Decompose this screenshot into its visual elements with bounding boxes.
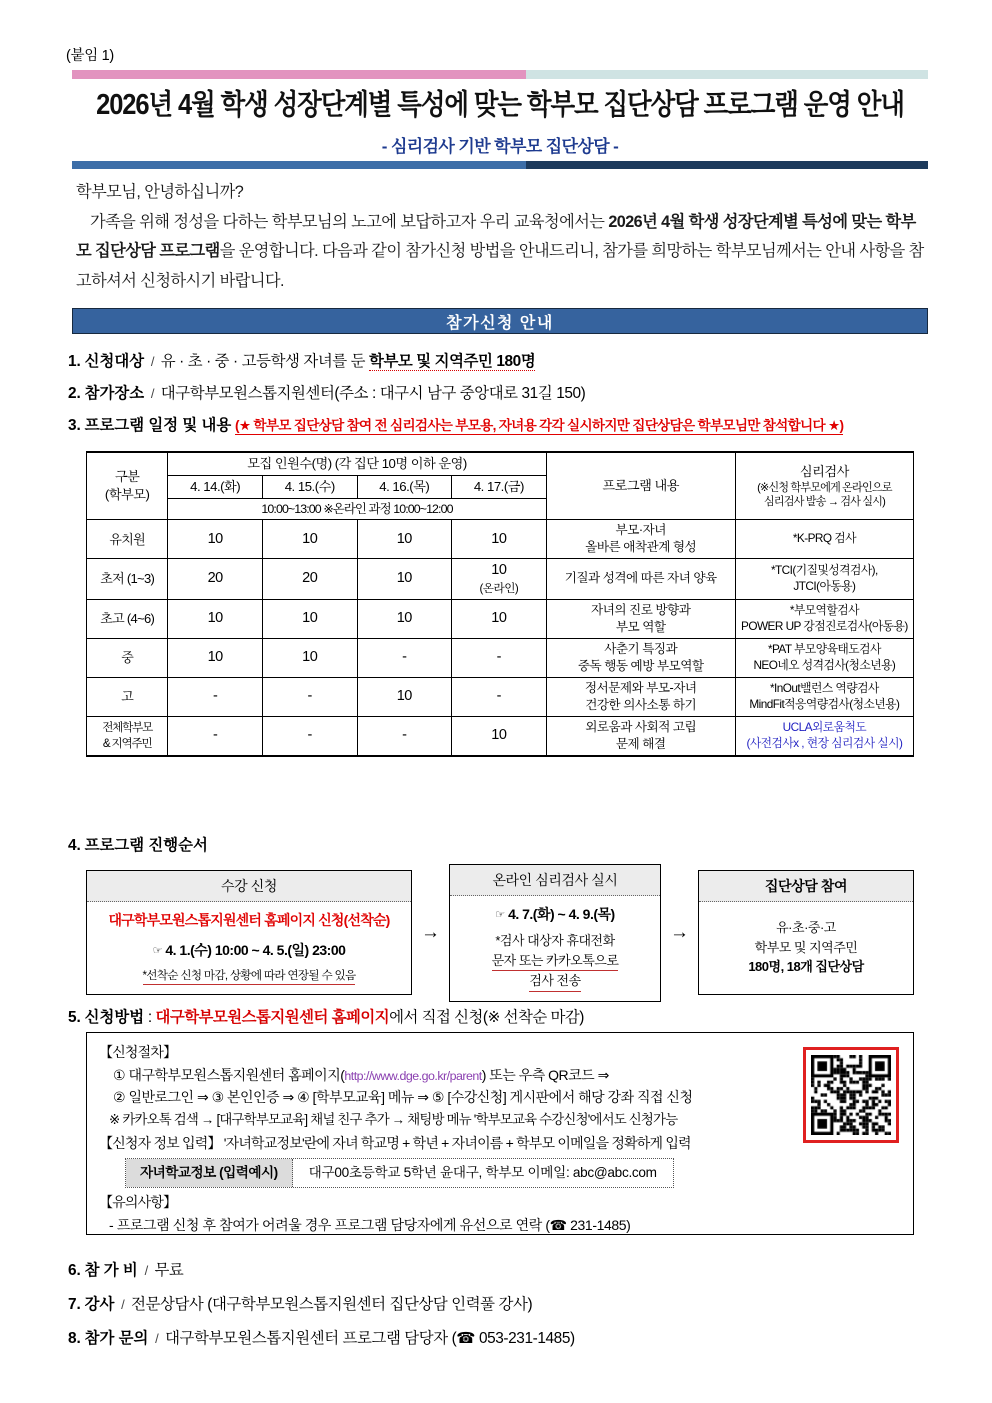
item5-sep: :: [147, 1009, 156, 1026]
list-item-how-to-apply: [68, 1005, 584, 1027]
item5-label: 신청방법: [84, 1009, 145, 1026]
flow-arrow-1: →: [421, 921, 440, 943]
apply-notice-text: - 프로그램 신청 후 참여가 어려울 경우 프로그램 담당자에게 유선으로 연락 (☎ 231-1485): [109, 1217, 631, 1234]
th-content: 프로그램 내용: [546, 452, 735, 520]
list-item-schedule: [68, 413, 843, 435]
example-value: 대구00초등학교 5학년 윤대구, 학부모 이메일: abc@abc.com: [308, 1165, 657, 1181]
title-block: [72, 70, 928, 169]
flow-box1-note-wrap: [93, 961, 405, 985]
table-row: [87, 520, 914, 559]
intro-paragraph: [76, 178, 926, 297]
section-bar-label: 참가신청 안내: [446, 314, 554, 332]
flow-box1-date-text: 4. 1.(수) 10:00 ~ 4. 5.(일) 23:00: [165, 942, 346, 959]
flow-box-group-counseling: [698, 870, 914, 995]
intro-line-2: [76, 208, 926, 297]
table-cell-test: *K-PRQ 검사: [735, 520, 913, 559]
band-bottom-right: [526, 161, 928, 169]
flow-box1-note: *선착순 신청 마감, 상황에 따라 연장될 수 있음: [143, 967, 356, 985]
th-time: 10:00~13:00 ※온라인 과정 10:00~12:00: [168, 498, 546, 520]
table-cell-division: 유치원: [87, 520, 168, 559]
apply-step-3-kakao: ※ 카카오톡 검색 → [대구학부모교육] 채널 친구 추가 → 채팅방 메뉴 '학부모교육 수강신청'에서도 신청가능: [109, 1112, 678, 1128]
item2-num: 2.: [68, 385, 81, 402]
apply-head-procedure: 【신청절차】: [99, 1044, 177, 1060]
flow-box2-note2: 문자 또는 카카오톡으로: [492, 951, 619, 972]
flow-box2-date-text: 4. 7.(화) ~ 4. 9.(목): [508, 906, 615, 922]
intro-2b: 2026년 4월 학생 성장단계별 특성에 맞는 학부모 집단상담 프로그램: [76, 212, 916, 261]
table-cell-count: 10: [168, 599, 263, 638]
intro-2a: 가족을 위해 정성을 다하는 학부모님의 노고에 보답하고자 우리 교육청에서는: [90, 212, 609, 231]
table-cell-content: 외로움과 사회적 고립 문제 해결: [546, 716, 735, 756]
list-item-instructor: [68, 1292, 532, 1314]
item1-value: 유 · 초 · 중 · 고등학생 자녀를 둔: [160, 353, 369, 370]
table-body: [87, 520, 914, 756]
qr-code[interactable]: [803, 1047, 899, 1143]
item8-num: 8.: [68, 1330, 81, 1347]
flow-box2-note1: *검사 대상자 휴대전화: [495, 933, 615, 948]
flow-box2-note2-wrap: [456, 951, 654, 972]
item4-num: 4.: [68, 837, 81, 854]
list-item-target: [68, 349, 535, 371]
attachment-tag: (붙임 1): [66, 48, 114, 64]
flow-box2-note3: 검사 전송: [529, 971, 580, 992]
th-date-3: 4. 17.(금): [452, 475, 547, 498]
item2-sep: /: [150, 386, 155, 401]
table-cell-count: 10: [168, 520, 263, 559]
qr-code-image: [811, 1055, 891, 1135]
flow-box2-note3-wrap: [456, 971, 654, 992]
table-cell-test: UCLA외로움척도 (사전검사x , 현장 심리검사 실시): [735, 716, 913, 756]
th-division: [87, 452, 168, 520]
item5-value-rest: 에서 직접 신청(※ 선착순 마감): [389, 1009, 584, 1026]
item3-red-note: (★ 학부모 집단상담 참여 전 심리검사는 부모용, 자녀용 각각 실시하지만 집단상담은 학부모님만 참석합니다 ★): [235, 418, 844, 433]
band-top-right: [526, 70, 928, 79]
flow-box1-body: [87, 902, 411, 994]
flow-box3-line2: 학부모 및 지역주민: [754, 939, 858, 955]
table-cell-count: -: [357, 638, 452, 677]
table-cell-count: 10: [357, 559, 452, 599]
table-cell-count: 10 (온라인): [452, 559, 547, 599]
table-cell-division: 전체학부모 & 지역주민: [87, 716, 168, 756]
flow-box2-head: 온라인 심리검사 실시: [450, 865, 660, 896]
table-cell-count: 10: [452, 716, 547, 756]
th-capacity: 모집 인원수(명) (각 집단 10명 이하 운영): [168, 452, 546, 475]
table-row: [87, 559, 914, 599]
flow-box1-date: [93, 940, 405, 961]
flow-box2-body: [450, 896, 660, 1001]
flow-box3-line3: 180명, 18개 집단상담: [748, 959, 864, 975]
item5-value-red: 대구학부모원스톱지원센터 홈페이지: [155, 1009, 390, 1026]
item1-sep: /: [150, 354, 155, 369]
flow-box3-line1: 유·초·중·고: [776, 920, 836, 936]
flow-box3-body: [699, 902, 913, 994]
flow-box1-red-line: 대구학부모원스톱지원센터 홈페이지 신청(선착순): [108, 912, 390, 929]
table-header-row-1: [87, 452, 914, 475]
item5-num: 5.: [68, 1009, 81, 1026]
item1-num: 1.: [68, 353, 81, 370]
th-date-1: 4. 15.(수): [262, 475, 357, 498]
table-head: [87, 452, 914, 520]
pointing-hand-icon-2: ☞: [495, 909, 505, 921]
item8-sep: /: [155, 1331, 159, 1346]
th-division-l1: 구분: [114, 469, 140, 485]
example-label: 자녀학교정보 (입력예시): [126, 1159, 293, 1187]
item3-num: 3.: [68, 417, 81, 434]
decorative-band-bottom: [72, 161, 928, 169]
item4-label: 프로그램 진행순서: [84, 837, 208, 854]
flow-arrow-2: →: [670, 921, 689, 943]
table-cell-count: 10: [168, 638, 263, 677]
th-date-2: 4. 16.(목): [357, 475, 452, 498]
table-cell-count: -: [357, 716, 452, 756]
item6-num: 6.: [68, 1262, 81, 1279]
item1-value-underlined: 학부모 및 지역주민 180명: [369, 353, 536, 370]
th-division-l2: (학부모): [104, 487, 150, 503]
table-cell-division: 초고 (4~6): [87, 599, 168, 638]
th-test-sub2: 심리검사 발송 → 검사 실시): [763, 496, 885, 509]
apply-step-2: ② 일반로그인 ⇒ ③ 본인인증 ⇒ ④ [학부모교육] 메뉴 ⇒ ⑤ [수강신청] 게시판에서 해당 강좌 직접 신청: [113, 1089, 693, 1106]
table-cell-test: *TCI(기질및성격검사), JTCI(아동용): [735, 559, 913, 599]
th-test-title: 심리검사: [799, 463, 849, 479]
flow-box-online-test: [449, 864, 661, 1002]
process-flow-diagram: [86, 864, 914, 1002]
table-cell-count: 10: [452, 599, 547, 638]
table-cell-count: -: [262, 677, 357, 716]
apply-head-notice: 【유의사항】: [99, 1194, 177, 1211]
table-cell-test: *부모역할검사 POWER UP 강점진로검사(아동용): [735, 599, 913, 638]
table-cell-count: -: [452, 677, 547, 716]
apply-step-1: [99, 1064, 901, 1087]
example-input-row: [125, 1158, 674, 1188]
table-cell-count: -: [168, 716, 263, 756]
table-cell-content: 정서문제와 부모-자녀 건강한 의사소통 하기: [546, 677, 735, 716]
table-cell-test: *PAT 부모양육태도검사 NEO네오 성격검사(청소년용): [735, 638, 913, 677]
table-cell-count: 10: [452, 520, 547, 559]
list-item-contact: [68, 1326, 575, 1348]
table-cell-count: 10: [262, 599, 357, 638]
pointing-hand-icon: ☞: [152, 945, 162, 958]
table-cell-division: 중: [87, 638, 168, 677]
table-row: [87, 599, 914, 638]
table-cell-count: 10: [357, 677, 452, 716]
table-row: [87, 638, 914, 677]
table-cell-count: 20: [168, 559, 263, 599]
table-cell-division: 고: [87, 677, 168, 716]
page-title: 2026년 4월 학생 성장단계별 특성에 맞는 학부모 집단상담 프로그램 운영 안내: [96, 89, 904, 121]
apply-step1-a: ① 대구학부모원스톱지원센터 홈페이지(: [113, 1066, 345, 1083]
table-cell-count: -: [452, 638, 547, 677]
apply-step1-b: ) 또는 우측 QR코드 ⇒: [481, 1066, 609, 1083]
table-cell-content: 기질과 성격에 따른 자녀 양육: [546, 559, 735, 599]
table-cell-test: *InOut밸런스 역량검사 MindFit적응역량검사(청소년용): [735, 677, 913, 716]
application-procedure-box: [86, 1032, 914, 1235]
table-cell-count: 10: [262, 638, 357, 677]
table-cell-count: 10: [357, 599, 452, 638]
section-bar-application-info: [72, 308, 928, 334]
flow-box2-date: [456, 904, 654, 925]
table-cell-count: 10: [262, 520, 357, 559]
table-cell-content: 자녀의 진로 방향과 부모 역할: [546, 599, 735, 638]
band-bottom-left: [72, 161, 526, 169]
list-item-fee: [68, 1258, 183, 1280]
th-test-sub1: (※신청 학부모에게 온라인으로: [757, 481, 892, 494]
page-subtitle: - 심리검사 기반 학부모 집단상담 -: [381, 137, 619, 157]
list-item-location: [68, 381, 585, 403]
table-row: [87, 677, 914, 716]
schedule-table: [86, 451, 914, 757]
table-cell-division: 초저 (1~3): [87, 559, 168, 599]
item8-label: 참가 문의: [84, 1330, 149, 1347]
table-cell-count: 10: [357, 520, 452, 559]
item2-label: 참가장소: [84, 385, 145, 402]
table-cell-content: 부모·자녀 올바른 애착관계 형성: [546, 520, 735, 559]
table-cell-count: -: [262, 716, 357, 756]
th-date-0: 4. 14.(화): [168, 475, 263, 498]
item6-label: 참 가 비: [84, 1262, 138, 1279]
intro-2c: 을 운영합니다. 다음과 같이 참가신청 방법을 안내드리니, 참가를 희망하는 학부모님께서는 안내 사항을 참고하셔서 신청하시기 바랍니다.: [76, 242, 924, 290]
table-row: [87, 716, 914, 756]
flow-box-registration: [86, 870, 412, 995]
flow-box3-head: 집단상담 참여: [699, 871, 913, 902]
table-cell-count: 20: [262, 559, 357, 599]
item8-value: 대구학부모원스톱지원센터 프로그램 담당자 (☎ 053-231-1485): [165, 1330, 575, 1347]
table-cell-count: -: [168, 677, 263, 716]
item7-value: 전문상담사 (대구학부모원스톱지원센터 집단상담 인력풀 강사): [131, 1296, 533, 1313]
table-cell-count-note: (온라인): [479, 581, 519, 595]
item1-label: 신청대상: [84, 353, 145, 370]
intro-line-1: 학부모님, 안녕하십니까?: [76, 183, 244, 201]
item6-sep: /: [144, 1263, 148, 1278]
apply-head-info-entry: 【신청자 정보 입력】 '자녀학교정보'란에 자녀 학교명 + 학년 + 자녀이름 + 학부모 이메일을 정확하게 입력: [99, 1134, 691, 1151]
flow-box1-head: 수강 신청: [87, 871, 411, 902]
decorative-band-top: [72, 70, 928, 79]
band-top-left: [72, 70, 526, 79]
item7-num: 7.: [68, 1296, 81, 1313]
item7-label: 강사: [84, 1296, 115, 1313]
item2-value: 대구학부모원스톱지원센터(주소 : 대구시 남구 중앙대로 31길 150): [160, 385, 586, 402]
item6-value: 무료: [154, 1262, 184, 1279]
th-test: [735, 452, 913, 520]
apply-step1-url: http://www.dge.go.kr/parent: [344, 1068, 482, 1083]
list-item-procedure: [68, 833, 208, 855]
table-cell-content: 사춘기 특징과 중독 행동 예방 부모역할: [546, 638, 735, 677]
item7-sep: /: [121, 1297, 125, 1312]
item3-label: 프로그램 일정 및 내용: [84, 417, 232, 434]
